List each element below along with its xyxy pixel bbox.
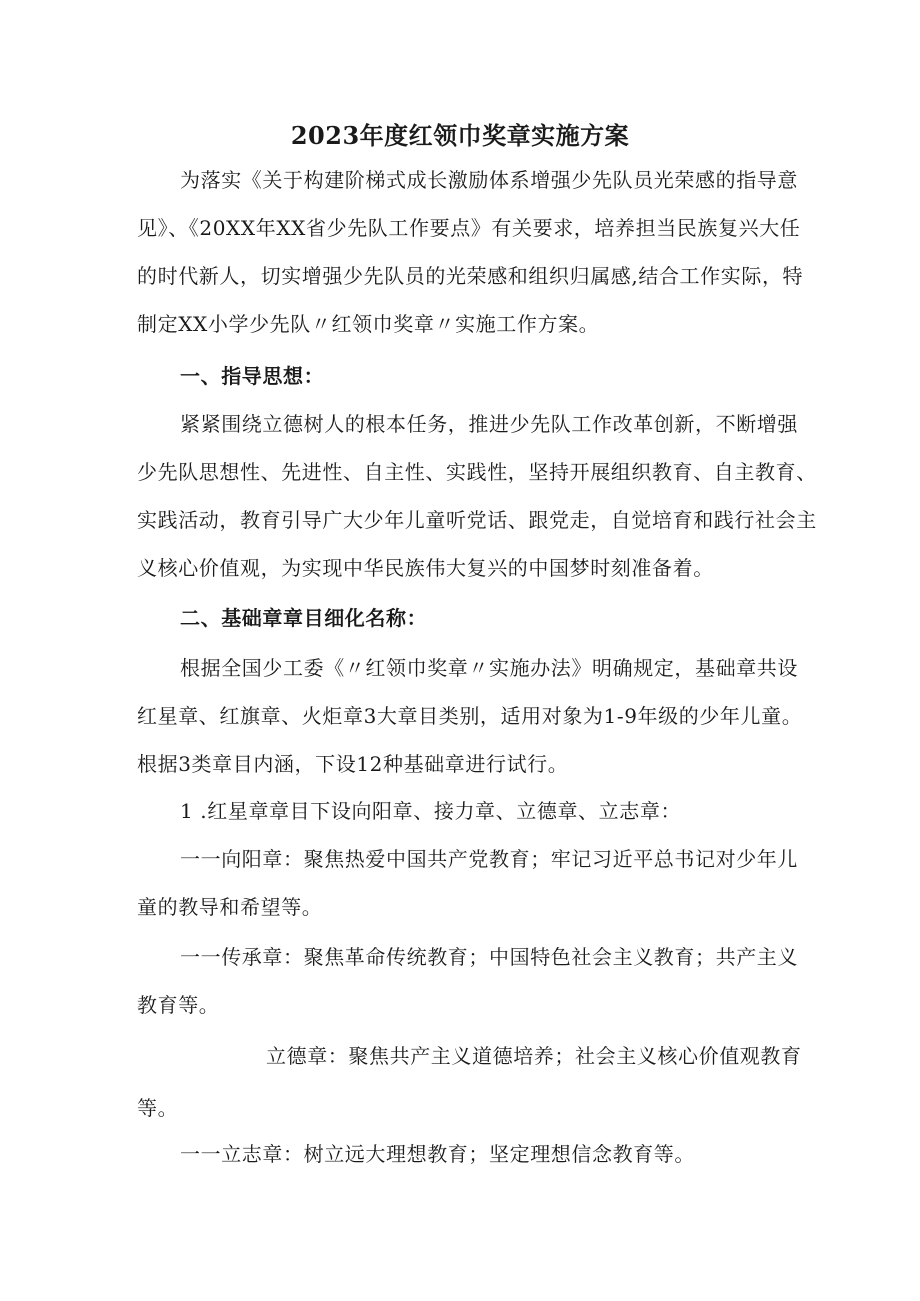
lide-line-1: 立德章：聚焦共产主义道德培养；社会主义核心价值观教育: [266, 1044, 802, 1068]
xiangyang-line-1: 一一向阳章：聚焦热爱中国共产党教育；牢记习近平总书记对少年儿: [180, 847, 798, 871]
section-1-heading: 一、指导思想：: [180, 364, 325, 388]
section-1-line-1: 紧紧围绕立德树人的根本任务，推进少先队工作改革创新，不断增强: [180, 412, 798, 436]
intro-line-3: 的时代新人，切实增强少先队员的光荣感和组织归属感,结合工作实际，特: [137, 264, 804, 288]
section-1-line-4: 义核心价值观，为实现中华民族伟大复兴的中国梦时刻准备着。: [137, 556, 714, 580]
section-2-line-2: 红星章、红旗章、火炬章3大章目类别，适用对象为1-9年级的少年儿童。: [137, 704, 803, 728]
lizhi-line: 一一立志章：树立远大理想教育；坚定理想信念教育等。: [180, 1142, 695, 1166]
section-2-line-3: 根据3类章目内涵，下设12种基础章进行试行。: [137, 752, 569, 776]
section-1-line-2: 少先队思想性、先进性、自主性、实践性，坚持开展组织教育、自主教育、: [137, 460, 817, 484]
section-2-heading: 二、基础章章目细化名称：: [180, 606, 428, 630]
intro-line-4: 制定XX小学少先队〃红领巾奖章〃实施工作方案。: [137, 312, 600, 336]
intro-line-2: 见》、《20XX年XX省少先队工作要点》有关要求，培养担当民族复兴大任: [137, 216, 801, 240]
lide-line-2: 等。: [137, 1096, 179, 1120]
intro-line-1: 为落实《关于构建阶梯式成长激励体系增强少先队员光荣感的指导意: [180, 168, 798, 192]
section-2-line-1: 根据全国少工委《〃红领巾奖章〃实施办法》明确规定，基础章共设: [180, 656, 798, 680]
section-1-line-3: 实践活动，教育引导广大少年儿童听党话、跟党走，自觉培育和践行社会主: [137, 508, 817, 532]
chuancheng-line-1: 一一传承章：聚焦革命传统教育；中国特色社会主义教育；共产主义: [180, 945, 798, 969]
xiangyang-line-2: 童的教导和希望等。: [137, 895, 323, 919]
item-1-heading: 1 .红星章章目下设向阳章、接力章、立德章、立志章：: [180, 799, 682, 823]
chuancheng-line-2: 教育等。: [137, 993, 220, 1017]
document-title: 2023年度红领巾奖章实施方案: [290, 121, 630, 150]
